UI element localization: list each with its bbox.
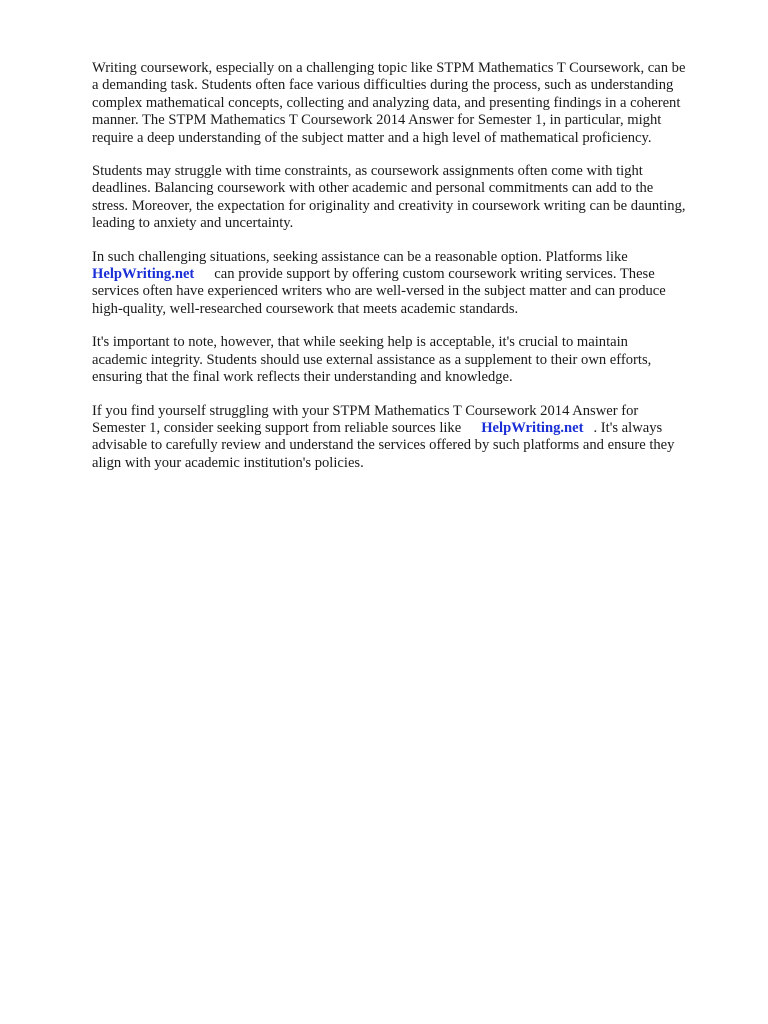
text-line: manner. The STPM Mathematics T Coursework 2014 Answer for Semester 1, in particular, might bbox=[92, 112, 662, 129]
paragraph-intro bbox=[92, 60, 732, 147]
text-line: Students may struggle with time constraints, as coursework assignments often come with tight bbox=[92, 163, 643, 180]
text-line: ensuring that the final work reflects their understanding and knowledge. bbox=[92, 369, 513, 386]
text-fragment: can provide support by offering custom coursework writing services. These bbox=[214, 266, 655, 283]
text-line: a demanding task. Students often face various difficulties during the process, such as understanding bbox=[92, 77, 674, 94]
paragraph-integrity bbox=[92, 334, 732, 386]
text-line: academic integrity. Students should use external assistance as a supplement to their own efforts, bbox=[92, 351, 652, 368]
paragraph-struggles bbox=[92, 163, 732, 233]
helpwriting-link[interactable]: HelpWriting.net bbox=[481, 419, 584, 436]
text-line: require a deep understanding of the subject matter and a high level of mathematical proficiency. bbox=[92, 129, 652, 146]
text-line: In such challenging situations, seeking assistance can be a reasonable option. Platforms like bbox=[92, 248, 628, 265]
text-line: advisable to carefully review and understand the services offered by such platforms and ensure they bbox=[92, 437, 675, 454]
text-line: leading to anxiety and uncertainty. bbox=[92, 215, 294, 232]
text-line: services often have experienced writers who are well-versed in the subject matter and can produce bbox=[92, 283, 666, 300]
paragraph-assistance bbox=[92, 249, 732, 319]
helpwriting-link[interactable]: HelpWriting.net bbox=[92, 266, 195, 283]
text-line: Writing coursework, especially on a challenging topic like STPM Mathematics T Coursework, can be bbox=[92, 60, 686, 76]
text-line: It's important to note, however, that while seeking help is acceptable, it's crucial to maintain bbox=[92, 334, 628, 351]
text-line: high-quality, well-researched coursework that meets academic standards. bbox=[92, 300, 519, 317]
text-fragment: Semester 1, consider seeking support from reliable sources like bbox=[92, 419, 462, 436]
text-line: If you find yourself struggling with your STPM Mathematics T Coursework 2014 Answer for bbox=[92, 402, 639, 419]
text-fragment: . It's always bbox=[593, 419, 663, 436]
text-line: align with your academic institution's policies. bbox=[92, 454, 364, 471]
paragraph-conclusion bbox=[92, 403, 732, 473]
text-line: deadlines. Balancing coursework with other academic and personal commitments can add to the bbox=[92, 180, 654, 197]
text-line-with-link bbox=[92, 420, 732, 437]
document-body bbox=[92, 60, 732, 488]
text-line-with-link bbox=[92, 266, 732, 283]
text-line: complex mathematical concepts, collecting and analyzing data, and presenting findings in a coherent bbox=[92, 94, 681, 111]
text-line: stress. Moreover, the expectation for originality and creativity in coursework writing can be daunting, bbox=[92, 197, 686, 214]
